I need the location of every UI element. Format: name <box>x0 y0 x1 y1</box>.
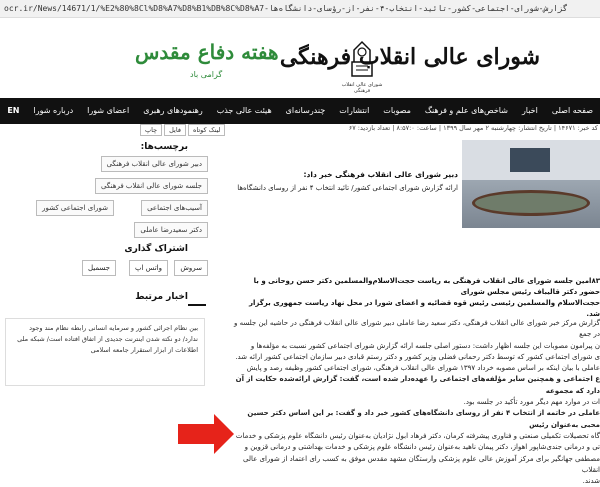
share-heading: اشتراک گذاری <box>124 244 188 254</box>
nav-item-publications[interactable]: انتشارات <box>339 106 370 115</box>
main-nav <box>0 98 600 124</box>
body-line: عاملی با بیان اینکه بر اساس مصوبه خرداد ۱۳۹۷ شورای عالی انقلاب فرهنگی، شورای اجتماعی کشور وظیفه رصد و پایش <box>246 364 600 373</box>
nav-item-multimedia[interactable]: چندرسانه‌ای <box>285 106 326 115</box>
lead-line: ۸۳امین جلسه شورای عالی انقلاب فرهنگی به ریاست حجت‌الاسلام‌والمسلمین دکتر حسن روحانی و با حضور دکتر قالیباف رئیس مجلس شورای <box>253 277 600 296</box>
tag-item[interactable]: دکتر سعیدرضا عاملی <box>134 222 208 238</box>
share-whatsapp-button[interactable]: واتس اپ <box>129 260 168 276</box>
body-line: ی شورای اجتماعی کشور که توسط دکتر رحمانی فضلی وزیر کشور و دکتر رستم قبادی دبیر سازمان اجتماعی کشور ارائه شد. <box>235 352 600 361</box>
nav-item-members[interactable]: اعضای شورا <box>87 106 130 115</box>
tag-item[interactable]: دبیر شورای عالی انقلاب فرهنگی <box>101 156 208 172</box>
article-summary-text: ارائه گزارش شورای اجتماعی کشور/ تائید انتخاب ۴ نفر از روسای دانشگاه‌ها <box>237 184 458 192</box>
body-line: مصطفی جهانگیر برای مرکز آموزش عالی علوم پزشکی وارستگان مشهد مقدس موفق به کسب رای اعتماد از شورای عالی انقلاب <box>243 454 600 474</box>
nav-item-resolutions[interactable]: مصوبات <box>383 106 411 115</box>
nav-item-news[interactable]: اخبار <box>521 106 538 115</box>
body-line: ات در موارد مهم دیگر مورد تأکید در جلسه بود. <box>463 398 600 407</box>
tag-item[interactable]: آسیب‌های اجتماعی <box>141 200 208 216</box>
body-line: گاه تحصیلات تکمیلی صنعتی و فناوری پیشرفته کرمان، دکتر فرهاد ابول نژادیان به‌عنوان رئیس دانشگاه علوم پزشکی و خدمات <box>235 431 600 440</box>
related-heading-underline <box>188 304 206 306</box>
body-line: شدند. <box>582 477 600 486</box>
body-line: تی و درمانی جندی‌شاپور اهواز، دکتر پیمان ناهید به‌عنوان رئیس دانشگاه علوم پزشکی و خدمات بهداشتی و درمانی قزوین و <box>244 443 600 452</box>
related-news-heading: اخبار مرتبط <box>135 292 188 302</box>
site-header <box>0 18 600 98</box>
event-banner-subtitle: گرامی باد <box>190 70 223 79</box>
tag-item[interactable]: جلسه شورای عالی انقلاب فرهنگی <box>95 178 208 194</box>
nav-item-recruitment[interactable]: هیئت عالی جذب <box>216 106 272 115</box>
related-news-link[interactable]: بین نظام اجرائی کشور و سرمایه انسانی رابطه نظام مند وجود ندارد/ دو نکته شدن اینترنت جدیدی از اتفاق افتاده است/ شبکه ملی اطلاعات از ابزار استقرار جامعه اسلامی <box>17 324 198 354</box>
nav-item-about[interactable]: درباره شورا <box>33 106 74 115</box>
nav-item-leader-guidance[interactable]: رهنمودهای رهبری <box>143 106 203 115</box>
file-button[interactable]: فایل <box>164 124 186 136</box>
lead-line: حجت‌الاسلام والمسلمین رئیسی رئیس قوه قضائیه و اعضای شورا در محل نهاد ریاست جمهوری برگزار شد. <box>248 299 600 318</box>
emblem-caption: شورای عالی انقلاب فرهنگی <box>341 82 383 94</box>
body-line: ن پیرامون مصوبات این جلسه اظهار داشت: دستور اصلی جلسه ارائه گزارش شورای اجتماعی کشور نسبت به مؤلفه‌ها و <box>250 341 600 350</box>
article-summary-title: دبیر شورای عالی انقلاب فرهنگی خبر داد: <box>303 170 458 179</box>
site-title[interactable]: شورای عالی انقلاب فرهنگی <box>279 44 540 70</box>
tag-item[interactable]: شورای اجتماعی کشور <box>36 200 114 216</box>
tags-heading: برچسب‌ها: <box>140 142 188 152</box>
body-line: ع اجتماعی و همچنین سایر مؤلفه‌های اجتماعی را عهده‌دار شده است، گفت: گزارش ارائه‌شده حکایت از آن دارد که مجموعه <box>235 375 600 395</box>
body-line: عاملی در خاتمه از انتخاب ۴ نفر از روسای دانشگاه‌های کشور خبر داد و گفت: بر این اساس دکتر حسین محبی به‌عنوان رئیس <box>247 409 600 429</box>
article-meta: کد خبر: ۱۴۶۷۱ | تاریخ انتشار: چهارشنبه ۲ مهر سال ۱۳۹۹ | ساعت: ۸:۵۷:۰ | تعداد بازدید: ۶۷ <box>348 124 598 132</box>
emblem-icon <box>342 36 382 80</box>
print-button[interactable]: چاپ <box>140 124 162 136</box>
body-line: گزارش مرکز خبر شورای عالی انقلاب فرهنگی، دکتر سعید رضا عاملی دبیر شورای عالی انقلاب فرهنگی در حاشیه این جلسه و در جمع <box>234 319 600 339</box>
article-actions <box>140 124 225 136</box>
red-arrow-icon <box>178 414 234 454</box>
nav-item-indicators[interactable]: شاخص‌های علم و فرهنگ <box>424 106 508 115</box>
share-soroush-button[interactable]: سروش <box>174 260 208 276</box>
event-banner-title: هفته دفاع مقدس <box>135 40 279 64</box>
article-body <box>230 318 600 487</box>
address-bar[interactable]: ocr.ir/News/14671/1/%E2%80%8Cl%D8%A7%D8%B1%DB%8C%D8%A7-گزارش-شورای-اجتماعی-کشور-تائید-انتخاب-۴-نفر-از-رؤسای-دانشگاه‌ها <box>0 0 600 18</box>
article-photo <box>462 140 600 228</box>
related-news-box <box>5 318 205 386</box>
nav-item-language[interactable]: EN <box>7 106 20 115</box>
article-lead <box>238 276 600 320</box>
short-link-button[interactable]: لینک کوتاه <box>188 124 225 136</box>
share-email-button[interactable]: جسمیل <box>82 260 116 276</box>
nav-item-home[interactable]: صفحه اصلی <box>551 106 593 115</box>
